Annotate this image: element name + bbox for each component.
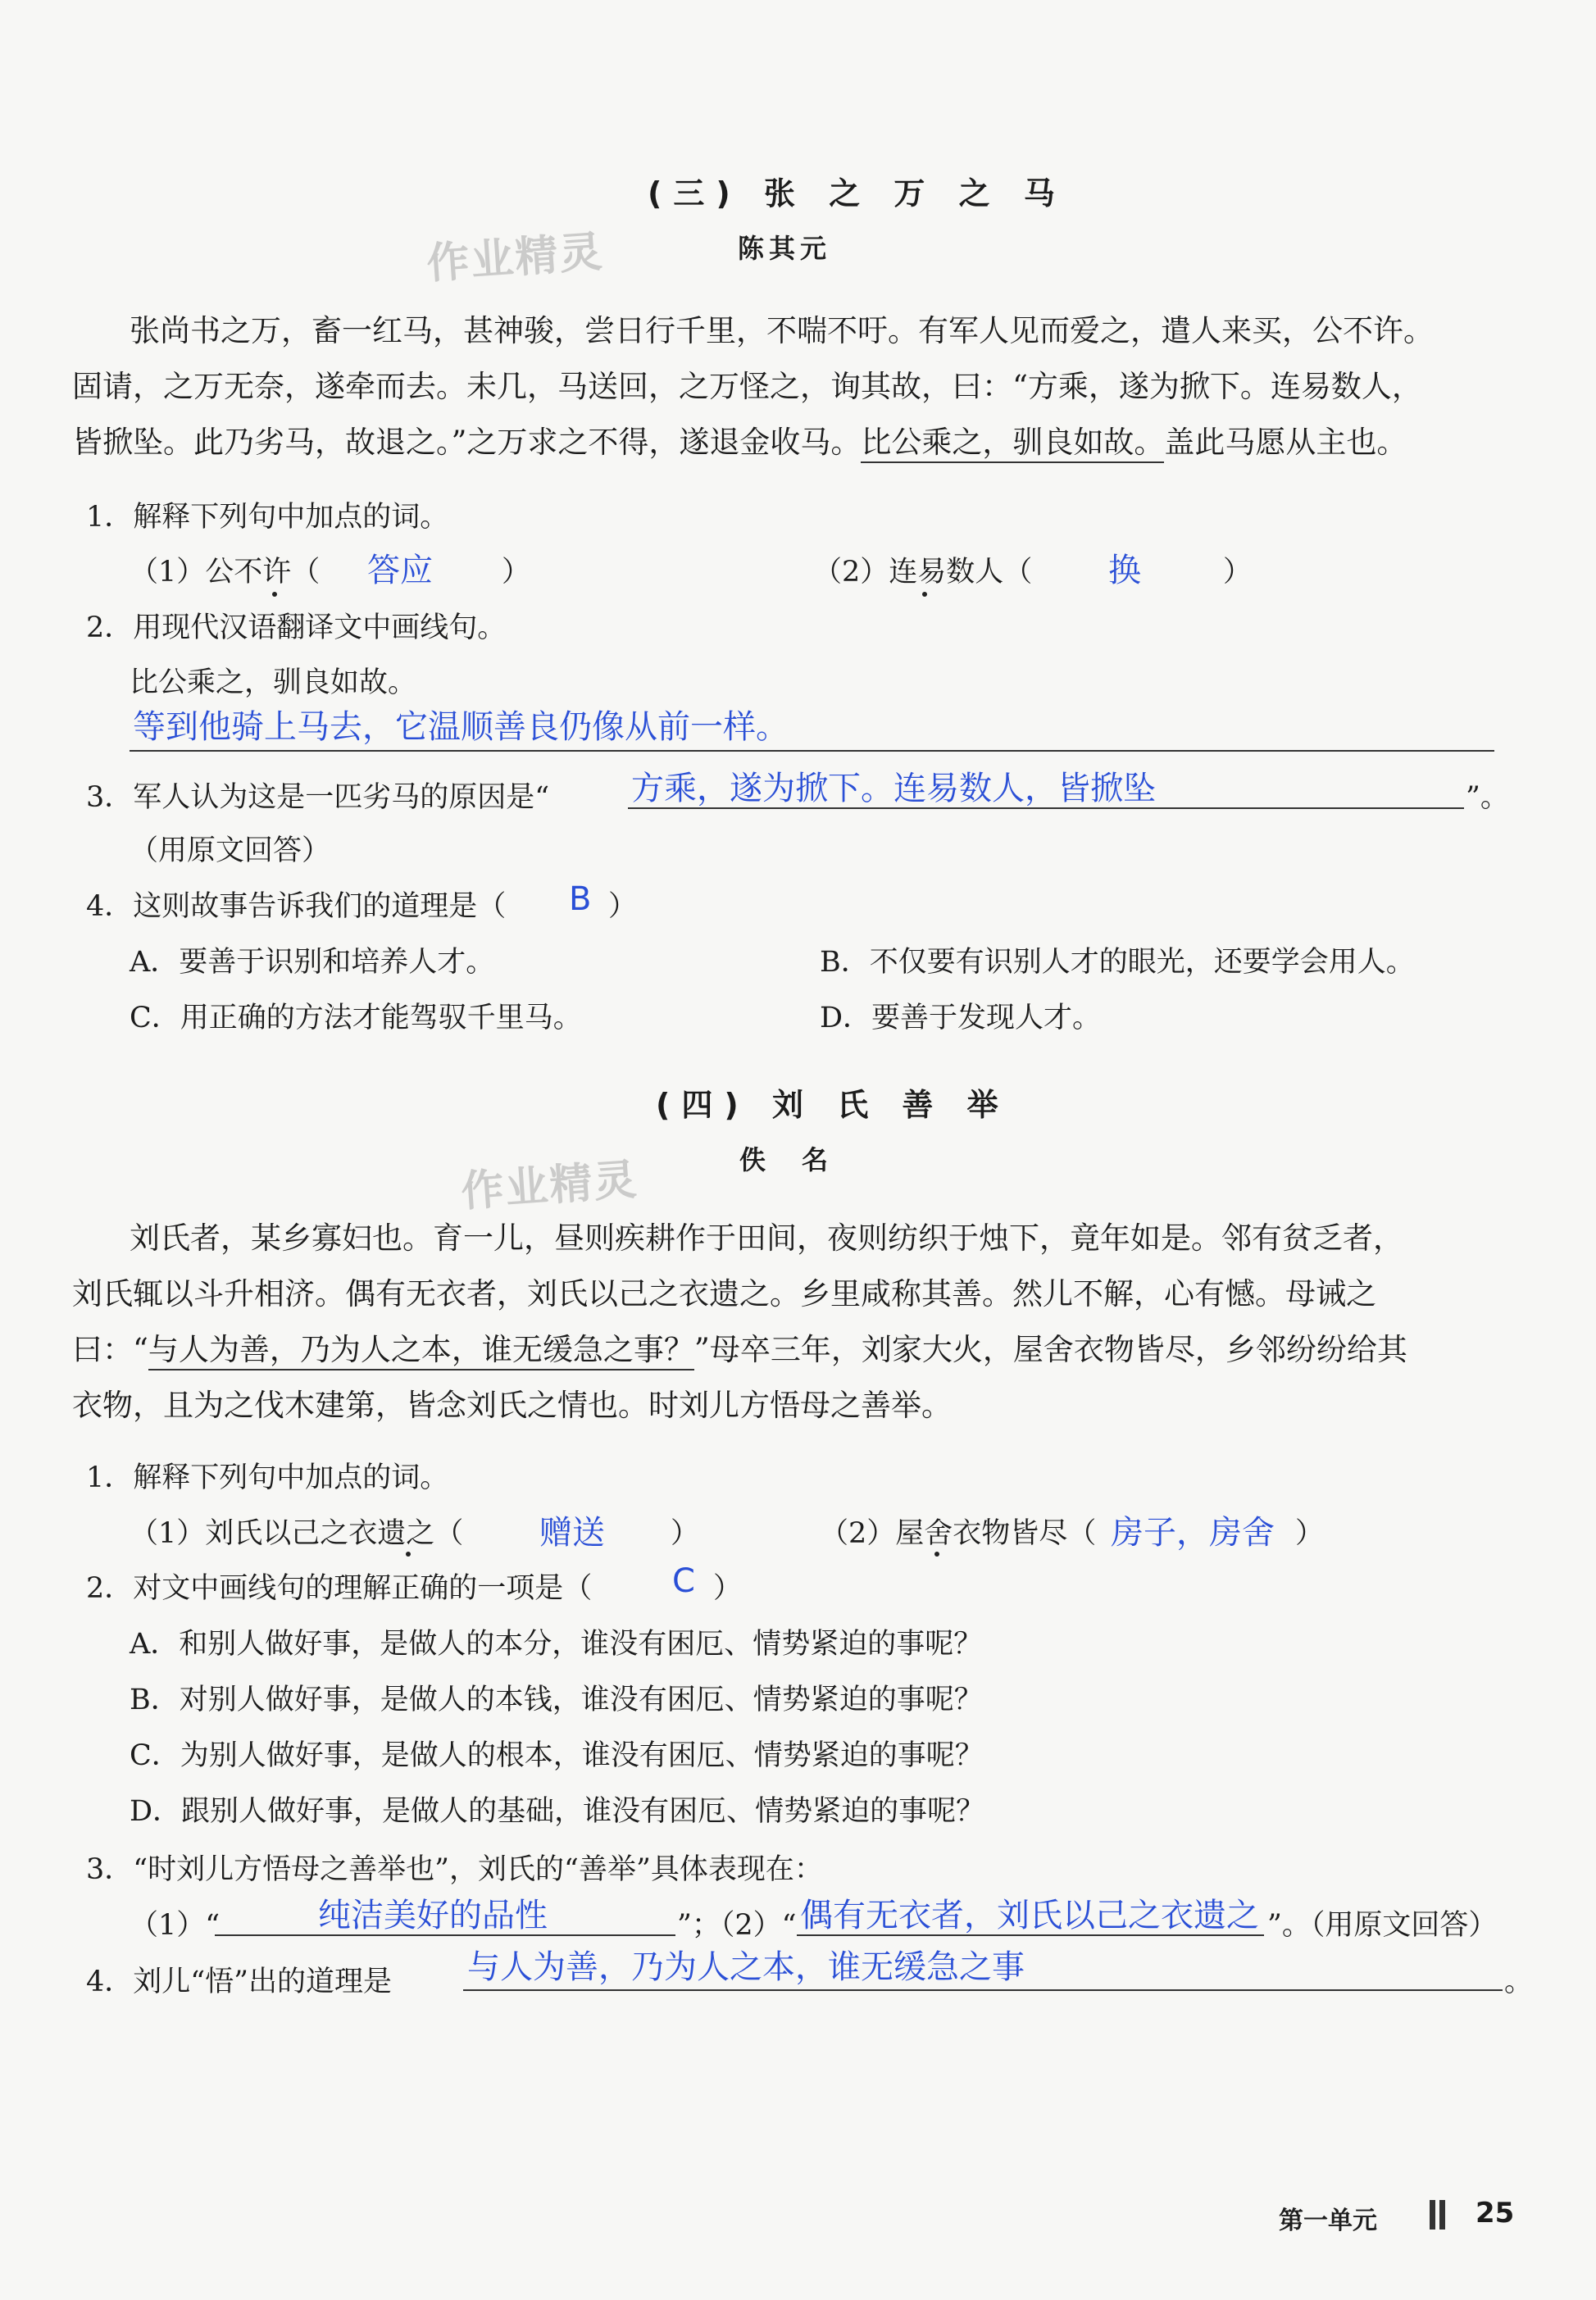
s4-q3: 3．“时刘儿方悟母之善举也”，刘氏的“善举”具体表现在： (86, 1853, 823, 1886)
section4-para-line4: 衣物，且为之伐木建第，皆念刘氏之情也。时刘儿方悟母之善举。 (72, 1388, 952, 1423)
s4-q1-1-answer: 赠送 (539, 1514, 605, 1552)
s4-q4-answer: 与人为善，乃为人之本，谁无缓急之事 (467, 1948, 1025, 1986)
footer-bar-mark-1 (1430, 2200, 1435, 2230)
s3-q1-1-answer: 答应 (367, 552, 433, 589)
page-number: 25 (1476, 2197, 1515, 2230)
s4-q3-1-prompt: （1）“ (130, 1909, 221, 1942)
s3-q1-1-emphasis-dot (272, 592, 277, 597)
s4-q3-1-answer: 纯洁美好的品性 (318, 1897, 548, 1934)
s4-q2-answer: C (672, 1562, 695, 1600)
section4-para-line3-start: 曰：“ (72, 1332, 148, 1367)
section3-para-line3 (72, 415, 1531, 470)
section4-para-line3 (72, 1322, 1531, 1378)
footer-unit-label: 第一单元 (1279, 2207, 1377, 2235)
s3-q3-answer: 方乘，遂为掀下。连易数人，皆掀坠 (631, 770, 1156, 807)
section3-author: 陈其元 (738, 233, 832, 264)
s4-q1-1-close: ） (671, 1517, 700, 1550)
s3-q1-2-close: ） (1223, 556, 1253, 589)
s3-q4-close: ） (608, 890, 638, 923)
s4-q3-2-answer-line (797, 1934, 1264, 1936)
s4-q1-2-close: ） (1295, 1517, 1325, 1550)
section4-watermark: 作业精灵 (459, 1155, 640, 1217)
s4-q1-2-emphasis-dot (934, 1552, 939, 1557)
s3-q1-2-emphasis-dot (922, 592, 927, 597)
s4-q2-prompt: 2．对文中画线句的理解正确的一项是（ (86, 1572, 593, 1605)
section4-para-line1: 刘氏者，某乡寡妇也。育一儿，昼则疾耕作于田间，夜则纺织于烛下，竟年如是。邻有贫乏者， (130, 1220, 1403, 1256)
s4-q1-2-prompt: （2）屋舍衣物皆尽（ (820, 1517, 1097, 1550)
s3-q1-2-prompt: （2）连易数人（ (813, 556, 1033, 589)
s4-option-c: C．为别人做好事，是做人的根本，谁没有困厄、情势紧迫的事呢？ (130, 1739, 984, 1772)
s4-option-d: D．跟别人做好事，是做人的基础，谁没有困厄、情势紧迫的事呢？ (130, 1795, 985, 1828)
section3-para-line3-start: 皆掀坠。此乃劣马，故退之。”之万求之不得，遂退金收马。 (72, 425, 862, 460)
section3-para-line2: 固请，之万无奈，遂牵而去。未几，马送回，之万怪之，询其故，曰：“方乘，遂为掀下。连易数人， (72, 369, 1422, 404)
s3-q3-close: ”。 (1466, 781, 1509, 814)
s3-q4-prompt: 4．这则故事告诉我们的道理是（ (86, 890, 507, 923)
section3-para-line1: 张尚书之万，畜一红马，甚神骏，尝日行千里，不喘不吁。有军人见而爱之，遣人来买，公不许。 (130, 313, 1434, 348)
section3-title: (三) 张 之 万 之 马 (648, 175, 1066, 211)
s3-option-c: C．用正确的方法才能驾驭千里马。 (130, 1002, 582, 1034)
section4-underlined-sentence: 与人为善，乃为人之本，谁无缓急之事？ (148, 1332, 694, 1370)
s3-q2-sentence: 比公乘之，驯良如故。 (130, 666, 417, 699)
s4-q3-2-prompt: ”；（2）“ (677, 1909, 797, 1942)
s4-q2-close: ） (713, 1572, 743, 1605)
s3-q3-note: （用原文回答） (130, 834, 331, 867)
section4-para-line2: 刘氏辄以斗升相济。偶有无衣者，刘氏以己之衣遗之。乡里咸称其善。然儿不解，心有憾。母诫之 (72, 1276, 1376, 1311)
s4-q3-1-answer-line (215, 1934, 675, 1936)
s3-q3-prompt: 3．军人认为这是一匹劣马的原因是“ (86, 781, 550, 814)
s3-q1-1-close: ） (502, 556, 531, 589)
section4-title: (四) 刘 氏 善 举 (656, 1087, 1010, 1123)
footer-bar-mark-2 (1439, 2200, 1445, 2230)
section3-para-line3-end: 盖此马愿从主也。 (1164, 425, 1407, 460)
s3-q2-answer: 等到他骑上马去，它温顺善良仍像从前一样。 (133, 708, 789, 746)
s4-q1-2-answer: 房子，房舍 (1111, 1514, 1275, 1552)
s3-q2: 2．用现代汉语翻译文中画线句。 (86, 611, 507, 644)
s4-q4-prompt: 4．刘儿“悟”出的道理是 (86, 1966, 393, 1998)
section3-underlined-sentence: 比公乘之，驯良如故。 (861, 425, 1164, 463)
s3-q3-answer-line (628, 807, 1464, 809)
s4-q3-note: ”。（用原文回答） (1267, 1909, 1498, 1942)
section4-para-line3-end: ”母卒三年，刘家大火，屋舍衣物皆尽，乡邻纷纷给其 (693, 1332, 1407, 1367)
s3-option-d: D．要善于发现人才。 (820, 1002, 1102, 1034)
s4-option-a: A．和别人做好事，是做人的本分，谁没有困厄、情势紧迫的事呢？ (130, 1628, 983, 1661)
s4-q1: 1．解释下列句中加点的词。 (86, 1461, 449, 1494)
s3-q1-1-prompt: （1）公不许（ (130, 556, 321, 589)
section3-watermark: 作业精灵 (425, 227, 606, 289)
s4-q1-1-emphasis-dot (406, 1552, 411, 1557)
s3-q1: 1．解释下列句中加点的词。 (86, 501, 449, 534)
s4-q3-2-answer: 偶有无衣者，刘氏以己之衣遗之 (800, 1897, 1259, 1934)
s4-q4-answer-line (463, 1989, 1503, 1991)
s4-option-b: B．对别人做好事，是做人的本钱，谁没有困厄、情势紧迫的事呢？ (130, 1684, 983, 1716)
section4-author: 佚 名 (739, 1144, 834, 1175)
s4-q4-close: 。 (1504, 1966, 1534, 1998)
s3-q1-2-answer: 换 (1108, 552, 1141, 589)
s3-q2-answer-line (130, 750, 1494, 752)
s3-q4-answer: B (569, 880, 592, 918)
s4-q1-1-prompt: （1）刘氏以己之衣遗之（ (130, 1517, 464, 1550)
s3-option-b: B．不仅要有识别人才的眼光，还要学会用人。 (820, 946, 1415, 979)
s3-option-a: A．要善于识别和培养人才。 (130, 946, 495, 979)
